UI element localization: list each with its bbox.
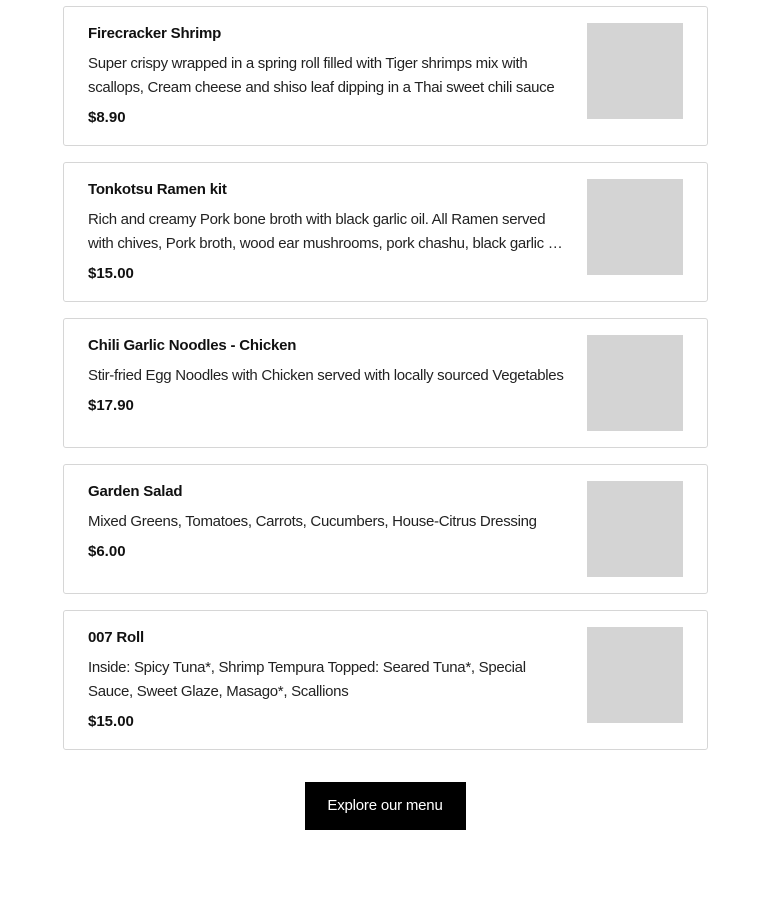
menu-item-list	[63, 6, 708, 766]
menu-item-price: $6.00	[88, 543, 126, 560]
menu-item-description: Inside: Spicy Tuna*, Shrimp Tempura Topped: Seared Tuna*, Special Sauce, Sweet Glaze, Masago*, Scallions	[88, 659, 526, 700]
menu-item-description: Stir-fried Egg Noodles with Chicken served with locally sourced Vegetables	[88, 367, 564, 384]
menu-item-card[interactable]	[63, 6, 708, 146]
menu-item-text	[88, 481, 566, 564]
menu-item-card[interactable]	[63, 318, 708, 448]
menu-item-card[interactable]	[63, 610, 708, 750]
cta-container	[0, 782, 770, 830]
menu-item-image-placeholder	[587, 179, 683, 275]
menu-item-price: $8.90	[88, 109, 126, 126]
menu-item-description: Super crispy wrapped in a spring roll filled with Tiger shrimps mix with scallops, Cream cheese and shiso leaf dipping in a Thai sweet chili sauce	[88, 55, 555, 96]
menu-item-name: Garden Salad	[88, 483, 183, 500]
menu-item-name: Firecracker Shrimp	[88, 25, 222, 42]
menu-item-image-placeholder	[587, 627, 683, 723]
menu-item-description: Mixed Greens, Tomatoes, Carrots, Cucumbers, House-Citrus Dressing	[88, 513, 537, 530]
menu-item-price: $15.00	[88, 265, 134, 282]
menu-item-text	[88, 179, 566, 286]
menu-item-card[interactable]	[63, 162, 708, 302]
menu-item-text	[88, 335, 566, 418]
menu-item-card[interactable]	[63, 464, 708, 594]
explore-menu-button[interactable]: Explore our menu	[305, 782, 466, 830]
menu-item-description: Rich and creamy Pork bone broth with black garlic oil. All Ramen served with chives, Pork broth, wood ear mushrooms, pork chashu, black garlic oil,	[88, 211, 566, 252]
menu-item-text	[88, 627, 566, 734]
menu-item-image-placeholder	[587, 335, 683, 431]
menu-item-image-placeholder	[587, 481, 683, 577]
menu-item-text	[88, 23, 566, 130]
menu-item-name: Chili Garlic Noodles - Chicken	[88, 337, 297, 354]
menu-item-name: 007 Roll	[88, 629, 144, 646]
menu-item-price: $17.90	[88, 397, 134, 414]
menu-item-image-placeholder	[587, 23, 683, 119]
menu-item-price: $15.00	[88, 713, 134, 730]
menu-item-name: Tonkotsu Ramen kit	[88, 181, 227, 198]
